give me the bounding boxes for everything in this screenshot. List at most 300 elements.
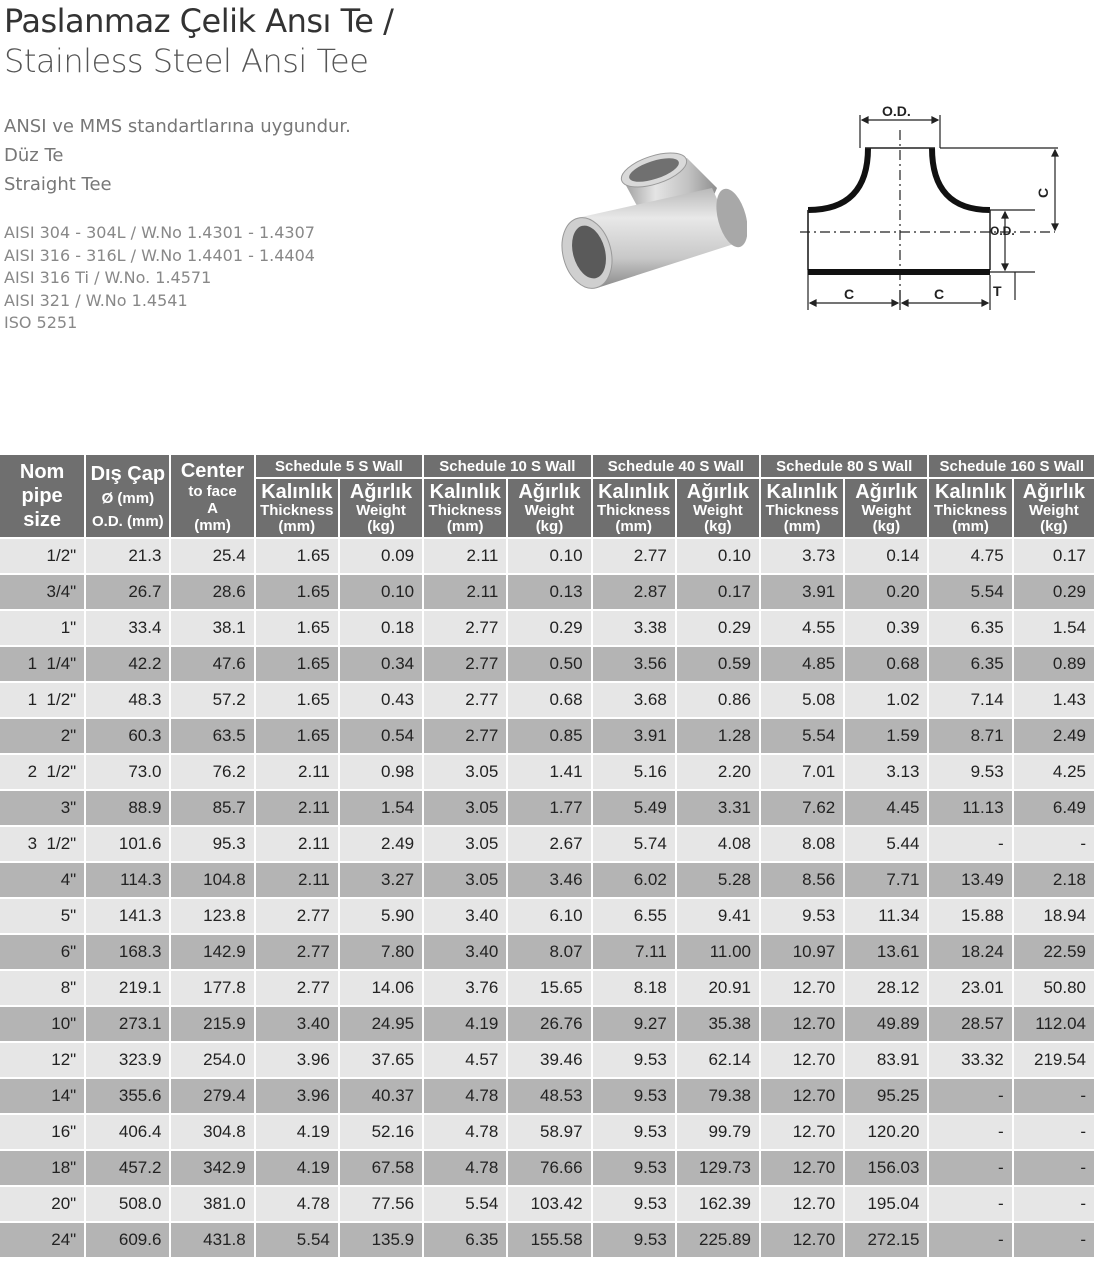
table-cell: 1.41 xyxy=(507,754,591,790)
table-cell: - xyxy=(1013,1078,1095,1114)
table-cell: 3.05 xyxy=(423,862,507,898)
table-cell: 2.11 xyxy=(423,538,507,574)
table-cell: 14.06 xyxy=(339,970,423,1006)
table-row xyxy=(0,718,1095,754)
table-cell: 162.39 xyxy=(676,1186,760,1222)
table-cell: 5.74 xyxy=(592,826,676,862)
table-cell: 95.3 xyxy=(170,826,254,862)
table-cell: 0.10 xyxy=(339,574,423,610)
table-cell: 15.88 xyxy=(928,898,1012,934)
table-cell: 0.20 xyxy=(844,574,928,610)
table-cell: 62.14 xyxy=(676,1042,760,1078)
table-cell: 1.65 xyxy=(255,682,339,718)
table-cell: 20.91 xyxy=(676,970,760,1006)
schedule-header: Schedule 80 S Wall xyxy=(760,455,928,478)
table-cell: 12.70 xyxy=(760,1150,844,1186)
table-cell: 99.79 xyxy=(676,1114,760,1150)
table-cell: 16" xyxy=(0,1114,85,1150)
grade-line: ISO 5251 xyxy=(4,313,78,332)
table-row xyxy=(0,1150,1095,1186)
table-cell: 0.29 xyxy=(676,610,760,646)
table-cell: 8" xyxy=(0,970,85,1006)
table-cell: 2.11 xyxy=(255,754,339,790)
table-cell: 2 1/2" xyxy=(0,754,85,790)
schedule-header: Schedule 10 S Wall xyxy=(423,455,591,478)
table-cell: 9.41 xyxy=(676,898,760,934)
table-cell: 3/4" xyxy=(0,574,85,610)
table-cell: 195.04 xyxy=(844,1186,928,1222)
material-grades xyxy=(4,222,315,335)
table-cell: 20" xyxy=(0,1186,85,1222)
table-cell: 1.54 xyxy=(1013,610,1095,646)
table-cell: - xyxy=(928,1186,1012,1222)
table-cell: 3.05 xyxy=(423,826,507,862)
table-cell: 3.38 xyxy=(592,610,676,646)
table-cell: 28.57 xyxy=(928,1006,1012,1042)
table-cell: 7.01 xyxy=(760,754,844,790)
table-cell: 0.09 xyxy=(339,538,423,574)
table-cell: 9.53 xyxy=(592,1186,676,1222)
table-cell: 33.4 xyxy=(85,610,170,646)
table-cell: 4.57 xyxy=(423,1042,507,1078)
table-cell: 18.94 xyxy=(1013,898,1095,934)
table-cell: - xyxy=(928,1078,1012,1114)
table-cell: 609.6 xyxy=(85,1222,170,1258)
table-cell: 1.65 xyxy=(255,610,339,646)
table-cell: 1.43 xyxy=(1013,682,1095,718)
table-cell: 155.58 xyxy=(507,1222,591,1258)
table-cell: 2.49 xyxy=(1013,718,1095,754)
table-cell: 1" xyxy=(0,610,85,646)
table-cell: 5.90 xyxy=(339,898,423,934)
table-cell: 79.38 xyxy=(676,1078,760,1114)
table-row xyxy=(0,826,1095,862)
table-cell: 0.14 xyxy=(844,538,928,574)
table-cell: 2.18 xyxy=(1013,862,1095,898)
table-cell: 0.29 xyxy=(507,610,591,646)
table-cell: 101.6 xyxy=(85,826,170,862)
table-cell: 304.8 xyxy=(170,1114,254,1150)
weight-header: Ağırlık Weight (kg) xyxy=(507,478,591,538)
table-cell: 9.53 xyxy=(592,1078,676,1114)
weight-header: Ağırlık Weight (kg) xyxy=(844,478,928,538)
table-cell: 3.13 xyxy=(844,754,928,790)
table-cell: 1.65 xyxy=(255,646,339,682)
table-cell: 12.70 xyxy=(760,1114,844,1150)
table-cell: 12.70 xyxy=(760,1222,844,1258)
table-cell: 9.53 xyxy=(592,1150,676,1186)
table-cell: 0.85 xyxy=(507,718,591,754)
table-cell: 215.9 xyxy=(170,1006,254,1042)
table-cell: 21.3 xyxy=(85,538,170,574)
table-cell: - xyxy=(928,826,1012,862)
table-cell: 1.59 xyxy=(844,718,928,754)
table-cell: 13.49 xyxy=(928,862,1012,898)
table-cell: 5.49 xyxy=(592,790,676,826)
table-cell: 3.73 xyxy=(760,538,844,574)
table-cell: 1.65 xyxy=(255,538,339,574)
table-cell: 1/2" xyxy=(0,538,85,574)
table-cell: 9.53 xyxy=(592,1222,676,1258)
table-row xyxy=(0,898,1095,934)
table-cell: 0.18 xyxy=(339,610,423,646)
table-cell: 60.3 xyxy=(85,718,170,754)
table-cell: 14" xyxy=(0,1078,85,1114)
table-cell: 355.6 xyxy=(85,1078,170,1114)
grade-line: AISI 316 Ti / W.No. 1.4571 xyxy=(4,268,212,287)
table-cell: 3.46 xyxy=(507,862,591,898)
table-cell: 142.9 xyxy=(170,934,254,970)
table-cell: 8.18 xyxy=(592,970,676,1006)
page-subtitle: Stainless Steel Ansi Tee xyxy=(4,42,369,80)
table-cell: 8.07 xyxy=(507,934,591,970)
table-cell: 5.28 xyxy=(676,862,760,898)
table-cell: 9.53 xyxy=(760,898,844,934)
table-cell: - xyxy=(1013,1222,1095,1258)
table-cell: 4" xyxy=(0,862,85,898)
table-row xyxy=(0,1042,1095,1078)
tee-dimension-diagram xyxy=(800,100,1070,315)
table-cell: 3.96 xyxy=(255,1078,339,1114)
table-cell: 15.65 xyxy=(507,970,591,1006)
table-cell: 18.24 xyxy=(928,934,1012,970)
table-cell: 35.38 xyxy=(676,1006,760,1042)
table-cell: 33.32 xyxy=(928,1042,1012,1078)
table-cell: 18" xyxy=(0,1150,85,1186)
table-cell: 12.70 xyxy=(760,1078,844,1114)
table-cell: 2.77 xyxy=(423,718,507,754)
table-cell: 47.6 xyxy=(170,646,254,682)
table-cell: 85.7 xyxy=(170,790,254,826)
c-vertical-label: C xyxy=(1035,187,1051,198)
table-cell: 3.76 xyxy=(423,970,507,1006)
table-cell: 508.0 xyxy=(85,1186,170,1222)
table-cell: 2.67 xyxy=(507,826,591,862)
page-title: Paslanmaz Çelik Ansı Te / xyxy=(4,2,394,40)
table-cell: 2.49 xyxy=(339,826,423,862)
table-row xyxy=(0,970,1095,1006)
table-cell: 6.10 xyxy=(507,898,591,934)
outer-diameter-header: Dış Çap Ø (mm) O.D. (mm) xyxy=(85,455,170,538)
table-cell: - xyxy=(1013,826,1095,862)
table-cell: 0.34 xyxy=(339,646,423,682)
table-cell: 22.59 xyxy=(1013,934,1095,970)
table-cell: 0.10 xyxy=(676,538,760,574)
table-cell: 0.86 xyxy=(676,682,760,718)
table-cell: 50.80 xyxy=(1013,970,1095,1006)
table-cell: 10" xyxy=(0,1006,85,1042)
table-cell: 1.65 xyxy=(255,718,339,754)
table-row xyxy=(0,682,1095,718)
table-cell: 3.91 xyxy=(760,574,844,610)
table-cell: 6.55 xyxy=(592,898,676,934)
table-cell: 4.78 xyxy=(423,1114,507,1150)
table-cell: 177.8 xyxy=(170,970,254,1006)
table-cell: 5" xyxy=(0,898,85,934)
table-cell: 38.1 xyxy=(170,610,254,646)
table-cell: 1 1/4" xyxy=(0,646,85,682)
table-cell: 4.75 xyxy=(928,538,1012,574)
weight-header: Ağırlık Weight (kg) xyxy=(339,478,423,538)
table-cell: 7.14 xyxy=(928,682,1012,718)
table-cell: 83.91 xyxy=(844,1042,928,1078)
table-cell: 8.71 xyxy=(928,718,1012,754)
table-cell: 0.50 xyxy=(507,646,591,682)
table-cell: 3.91 xyxy=(592,718,676,754)
table-cell: - xyxy=(928,1150,1012,1186)
table-cell: 381.0 xyxy=(170,1186,254,1222)
table-cell: 3.96 xyxy=(255,1042,339,1078)
table-cell: 24" xyxy=(0,1222,85,1258)
table-cell: 4.78 xyxy=(255,1186,339,1222)
table-cell: 3.40 xyxy=(255,1006,339,1042)
table-cell: 2.77 xyxy=(423,682,507,718)
description-line: ANSI ve MMS standartlarına uygundur. xyxy=(4,116,351,137)
table-cell: 4.45 xyxy=(844,790,928,826)
table-cell: 88.9 xyxy=(85,790,170,826)
table-cell: 42.2 xyxy=(85,646,170,682)
table-cell: 2.77 xyxy=(255,934,339,970)
table-cell: 272.15 xyxy=(844,1222,928,1258)
table-cell: 2.11 xyxy=(255,862,339,898)
table-cell: 0.89 xyxy=(1013,646,1095,682)
table-cell: 5.54 xyxy=(255,1222,339,1258)
table-cell: 3.27 xyxy=(339,862,423,898)
table-cell: 3.56 xyxy=(592,646,676,682)
table-cell: 6.02 xyxy=(592,862,676,898)
table-row xyxy=(0,1186,1095,1222)
table-cell: 2.77 xyxy=(423,646,507,682)
table-cell: 2.77 xyxy=(423,610,507,646)
t-label: T xyxy=(993,283,1002,299)
table-cell: 2.11 xyxy=(255,790,339,826)
table-cell: 9.53 xyxy=(592,1114,676,1150)
table-cell: 8.08 xyxy=(760,826,844,862)
table-cell: 2.87 xyxy=(592,574,676,610)
table-row xyxy=(0,1114,1095,1150)
description xyxy=(4,112,351,199)
schedule-header: Schedule 5 S Wall xyxy=(255,455,423,478)
table-cell: 0.43 xyxy=(339,682,423,718)
grade-line: AISI 304 - 304L / W.No 1.4301 - 1.4307 xyxy=(4,223,315,242)
table-cell: 2" xyxy=(0,718,85,754)
table-cell: 7.71 xyxy=(844,862,928,898)
table-cell: 76.2 xyxy=(170,754,254,790)
table-cell: 5.54 xyxy=(760,718,844,754)
table-row xyxy=(0,610,1095,646)
table-cell: 168.3 xyxy=(85,934,170,970)
table-cell: 219.54 xyxy=(1013,1042,1095,1078)
table-cell: 9.53 xyxy=(928,754,1012,790)
table-cell: 9.27 xyxy=(592,1006,676,1042)
table-cell: 4.55 xyxy=(760,610,844,646)
table-cell: - xyxy=(1013,1150,1095,1186)
schedule-header: Schedule 40 S Wall xyxy=(592,455,760,478)
table-cell: 24.95 xyxy=(339,1006,423,1042)
schedule-header: Schedule 160 S Wall xyxy=(928,455,1095,478)
table-cell: 4.08 xyxy=(676,826,760,862)
table-cell: 0.98 xyxy=(339,754,423,790)
table-cell: 48.3 xyxy=(85,682,170,718)
table-cell: 342.9 xyxy=(170,1150,254,1186)
table-row xyxy=(0,574,1095,610)
table-cell: 10.97 xyxy=(760,934,844,970)
table-cell: 1.28 xyxy=(676,718,760,754)
table-cell: 0.10 xyxy=(507,538,591,574)
table-row xyxy=(0,862,1095,898)
table-cell: 1.77 xyxy=(507,790,591,826)
table-cell: - xyxy=(1013,1186,1095,1222)
table-cell: 4.78 xyxy=(423,1078,507,1114)
table-cell: 112.04 xyxy=(1013,1006,1095,1042)
table-cell: 57.2 xyxy=(170,682,254,718)
table-cell: 2.77 xyxy=(255,898,339,934)
table-cell: 1 1/2" xyxy=(0,682,85,718)
thickness-header: Kalınlık Thickness (mm) xyxy=(928,478,1012,538)
table-cell: 7.62 xyxy=(760,790,844,826)
table-row xyxy=(0,790,1095,826)
table-row xyxy=(0,646,1095,682)
table-cell: 0.59 xyxy=(676,646,760,682)
table-cell: 3.05 xyxy=(423,790,507,826)
table-cell: 6" xyxy=(0,934,85,970)
table-cell: 2.77 xyxy=(255,970,339,1006)
table-cell: 2.11 xyxy=(423,574,507,610)
table-cell: 6.35 xyxy=(423,1222,507,1258)
table-cell: 39.46 xyxy=(507,1042,591,1078)
od-top-label: O.D. xyxy=(882,103,911,119)
table-cell: 52.16 xyxy=(339,1114,423,1150)
table-cell: 12.70 xyxy=(760,1186,844,1222)
table-cell: 0.39 xyxy=(844,610,928,646)
table-cell: 3 1/2" xyxy=(0,826,85,862)
table-row xyxy=(0,934,1095,970)
table-cell: 0.17 xyxy=(1013,538,1095,574)
table-cell: 2.11 xyxy=(255,826,339,862)
table-cell: 6.35 xyxy=(928,646,1012,682)
table-cell: 37.65 xyxy=(339,1042,423,1078)
table-cell: 135.9 xyxy=(339,1222,423,1258)
table-cell: 457.2 xyxy=(85,1150,170,1186)
table-cell: 12.70 xyxy=(760,1042,844,1078)
table-row xyxy=(0,1078,1095,1114)
table-cell: 73.0 xyxy=(85,754,170,790)
weight-header: Ağırlık Weight (kg) xyxy=(1013,478,1095,538)
table-cell: 25.4 xyxy=(170,538,254,574)
table-cell: 4.78 xyxy=(423,1150,507,1186)
table-cell: 141.3 xyxy=(85,898,170,934)
grade-line: AISI 321 / W.No 1.4541 xyxy=(4,290,188,310)
table-cell: 11.13 xyxy=(928,790,1012,826)
table-cell: 3.05 xyxy=(423,754,507,790)
table-cell: 0.68 xyxy=(844,646,928,682)
description-line: Straight Tee xyxy=(4,174,112,195)
table-cell: 67.58 xyxy=(339,1150,423,1186)
table-cell: 0.68 xyxy=(507,682,591,718)
table-row xyxy=(0,754,1095,790)
table-cell: 4.25 xyxy=(1013,754,1095,790)
table-cell: 219.1 xyxy=(85,970,170,1006)
table-cell: 273.1 xyxy=(85,1006,170,1042)
table-cell: 5.08 xyxy=(760,682,844,718)
table-cell: 0.17 xyxy=(676,574,760,610)
table-cell: 0.29 xyxy=(1013,574,1095,610)
table-cell: 4.19 xyxy=(255,1150,339,1186)
table-cell: 12.70 xyxy=(760,1006,844,1042)
tee-product-photo xyxy=(552,148,747,303)
table-cell: 5.54 xyxy=(928,574,1012,610)
table-row xyxy=(0,1006,1095,1042)
table-cell: 7.80 xyxy=(339,934,423,970)
table-cell: 1.02 xyxy=(844,682,928,718)
table-cell: 12.70 xyxy=(760,970,844,1006)
table-cell: 431.8 xyxy=(170,1222,254,1258)
table-cell: 156.03 xyxy=(844,1150,928,1186)
table-cell: 279.4 xyxy=(170,1078,254,1114)
table-cell: 23.01 xyxy=(928,970,1012,1006)
table-cell: 7.11 xyxy=(592,934,676,970)
od-side-label: O.D. xyxy=(990,224,1015,238)
description-line: Düz Te xyxy=(4,145,64,166)
table-cell: 2.77 xyxy=(592,538,676,574)
thickness-header: Kalınlık Thickness (mm) xyxy=(592,478,676,538)
table-cell: 406.4 xyxy=(85,1114,170,1150)
table-cell: 3.68 xyxy=(592,682,676,718)
table-cell: 26.7 xyxy=(85,574,170,610)
table-cell: 3.40 xyxy=(423,934,507,970)
table-cell: - xyxy=(928,1222,1012,1258)
table-cell: 8.56 xyxy=(760,862,844,898)
c-left-label: C xyxy=(844,286,855,302)
table-cell: 254.0 xyxy=(170,1042,254,1078)
table-cell: 28.6 xyxy=(170,574,254,610)
table-cell: 104.8 xyxy=(170,862,254,898)
table-cell: 103.42 xyxy=(507,1186,591,1222)
dimension-table xyxy=(0,455,1096,1259)
table-cell: 9.53 xyxy=(592,1042,676,1078)
table-cell: 5.54 xyxy=(423,1186,507,1222)
table-cell: 4.19 xyxy=(255,1114,339,1150)
table-cell: 4.85 xyxy=(760,646,844,682)
nom-pipe-size-header: Nom pipe size xyxy=(0,455,85,538)
table-cell: 5.16 xyxy=(592,754,676,790)
table-cell: 11.00 xyxy=(676,934,760,970)
thickness-header: Kalınlık Thickness (mm) xyxy=(760,478,844,538)
center-to-face-header: Center to face A (mm) xyxy=(170,455,254,538)
table-cell: 123.8 xyxy=(170,898,254,934)
table-cell: 28.12 xyxy=(844,970,928,1006)
table-cell: 129.73 xyxy=(676,1150,760,1186)
table-cell: 120.20 xyxy=(844,1114,928,1150)
table-row xyxy=(0,1222,1095,1258)
weight-header: Ağırlık Weight (kg) xyxy=(676,478,760,538)
table-cell: 5.44 xyxy=(844,826,928,862)
table-cell: 95.25 xyxy=(844,1078,928,1114)
c-right-label: C xyxy=(934,286,945,302)
table-cell: 4.19 xyxy=(423,1006,507,1042)
table-cell: 225.89 xyxy=(676,1222,760,1258)
table-cell: 40.37 xyxy=(339,1078,423,1114)
table-cell: 3" xyxy=(0,790,85,826)
table-cell: 0.13 xyxy=(507,574,591,610)
table-cell: 76.66 xyxy=(507,1150,591,1186)
table-cell: 0.54 xyxy=(339,718,423,754)
table-cell: 49.89 xyxy=(844,1006,928,1042)
table-cell: 11.34 xyxy=(844,898,928,934)
table-cell: 323.9 xyxy=(85,1042,170,1078)
thickness-header: Kalınlık Thickness (mm) xyxy=(255,478,339,538)
table-cell: 12" xyxy=(0,1042,85,1078)
